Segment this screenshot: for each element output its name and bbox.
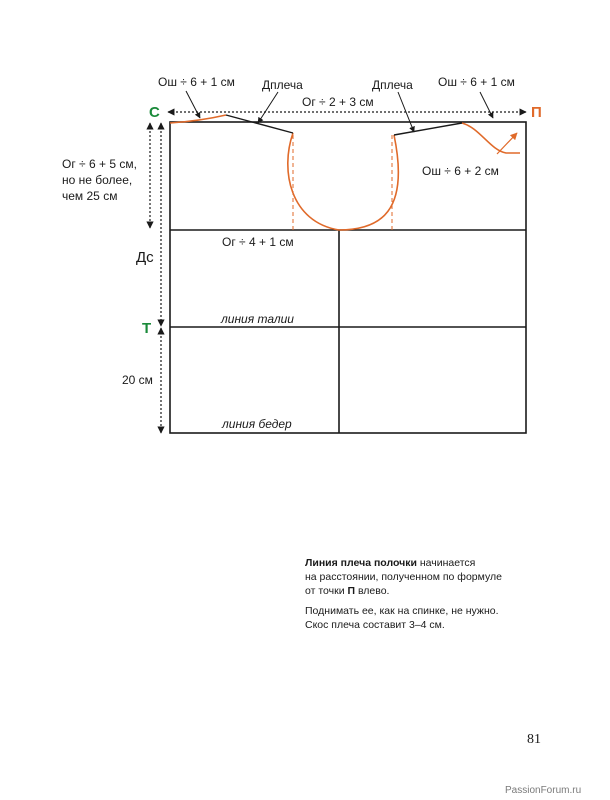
point-c-label: С bbox=[149, 104, 160, 121]
front-neck-arrow bbox=[497, 133, 517, 154]
hip-line-label: линия бедер bbox=[222, 417, 292, 431]
og-top-label: Ог ÷ 2 + 3 см bbox=[302, 95, 374, 109]
note-text: от точки bbox=[305, 585, 348, 597]
dpleca-left-label: Дплеча bbox=[262, 78, 303, 92]
watermark: PassionForum.ru bbox=[505, 785, 582, 796]
waist-line-label: линия талии bbox=[221, 312, 294, 326]
note-paragraph-1 bbox=[305, 556, 535, 598]
og-side-label-1: Ог ÷ 6 + 5 см, bbox=[62, 157, 137, 171]
note-text: влево. bbox=[355, 585, 390, 597]
og-mid-label: Ог ÷ 4 + 1 см bbox=[222, 235, 294, 249]
instruction-note bbox=[305, 556, 535, 638]
og-side-label-2: но не более, bbox=[62, 173, 133, 187]
note-text: Поднимать ее, как на спинке, не нужно. bbox=[305, 605, 499, 617]
page-number: 81 bbox=[527, 732, 541, 747]
point-t-label: Т bbox=[142, 320, 152, 337]
note-paragraph-2 bbox=[305, 604, 535, 632]
osh-neck-front-label: Ош ÷ 6 + 2 см bbox=[422, 164, 499, 178]
osh-right-label: Ош ÷ 6 + 1 см bbox=[438, 75, 515, 89]
note-text: на расстоянии, полученном по формуле bbox=[305, 571, 502, 583]
note-text: Скос плеча составит 3–4 см. bbox=[305, 619, 445, 631]
dpleca-right-label: Дплеча bbox=[372, 78, 413, 92]
og-side-label-3: чем 25 см bbox=[62, 189, 118, 203]
osh-left-label: Ош ÷ 6 + 1 см bbox=[158, 75, 235, 89]
point-p-label: П bbox=[531, 104, 542, 121]
ds-label: Дс bbox=[136, 249, 154, 266]
cm20-label: 20 см bbox=[122, 373, 153, 387]
note-bold-lead: Линия плеча полочки bbox=[305, 557, 417, 569]
note-bold-point: П bbox=[347, 585, 356, 597]
front-neck-curve bbox=[462, 123, 520, 153]
note-text: начинается bbox=[416, 557, 476, 569]
armhole-curve bbox=[288, 133, 399, 230]
